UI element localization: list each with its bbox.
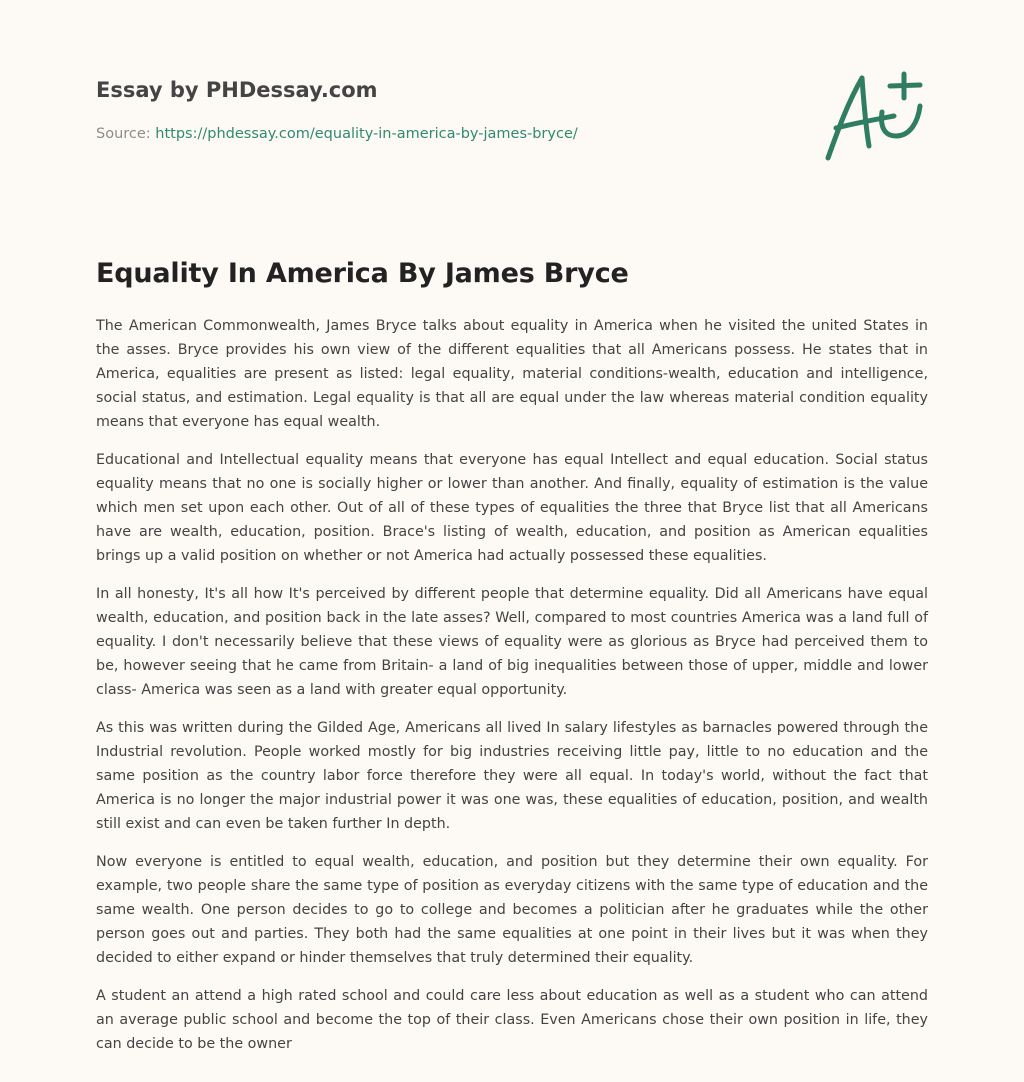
source-link[interactable]: https://phdessay.com/equality-in-america-by-james-bryce/ bbox=[155, 126, 578, 142]
essay-paragraph: The American Commonwealth, James Bryce talks about equality in America when he visited the united States in the asses. Bryce provides his own view of the different equalities that all Americans possess. He states that in America, equalities are present as listed: legal equality, material conditions-wealth, education and intelligence, social status, and estimation. Legal equality is that all are equal under the law whereas material condition equality means that everyone has equal wealth. bbox=[96, 318, 928, 430]
essay-paragraph: A student an attend a high rated school and could care less about education as well as a student who can attend an average public school and become the top of their class. Even Americans chose their own position in life, they can decide to be the owner bbox=[96, 988, 928, 1052]
essay-paragraph: As this was written during the Gilded Age, Americans all lived In salary lifestyles as barnacles powered through the Industrial revolution. People worked mostly for big industries receiving little pay, little to no education and the same position as the country labor force therefore they were all equal. In today's world, without the fact that America is no longer the major industrial power it was one was, these equalities of education, position, and wealth still exist and can even be taken further In depth. bbox=[96, 720, 928, 832]
source-label: Source: bbox=[96, 126, 156, 142]
a-plus-grade-icon bbox=[820, 66, 932, 166]
essay-paragraph: Educational and Intellectual equality means that everyone has equal Intellect and equal education. Social status equality means that no one is socially higher or lower than another. And finally, equality of estimation is the value which men set upon each other. Out of all of these types of equalities the three that Bryce list that all Americans have are wealth, education, position. Brace's listing of wealth, education, and position as American equalities brings up a valid position on whether or not America had actually possessed these equalities. bbox=[96, 452, 928, 564]
site-brand: Essay by PHDessay.com bbox=[96, 78, 378, 102]
essay-paragraph: In all honesty, It's all how It's perceived by different people that determine equality. Did all Americans have equal wealth, education, and position back in the late asses? Well, compared to most countries America was a land full of equality. I don't necessarily believe that these views of equality were as glorious as Bryce had perceived them to be, however seeing that he came from Britain- a land of big inequalities between those of upper, middle and lower class- America was seen as a land with greater equal opportunity. bbox=[96, 586, 928, 698]
essay-body bbox=[96, 314, 928, 1070]
source-line bbox=[96, 124, 796, 144]
essay-paragraph: Now everyone is entitled to equal wealth, education, and position but they determine their own equality. For example, two people share the same type of position as everyday citizens with the same type of education and the same wealth. One person decides to go to college and becomes a politician after he graduates while the other person goes out and parties. They both had the same equalities at one point in their lives but it was when they decided to either expand or hinder themselves that truly determined their equality. bbox=[96, 854, 928, 966]
essay-title: Equality In America By James Bryce bbox=[96, 258, 629, 289]
essay-header bbox=[96, 76, 796, 144]
